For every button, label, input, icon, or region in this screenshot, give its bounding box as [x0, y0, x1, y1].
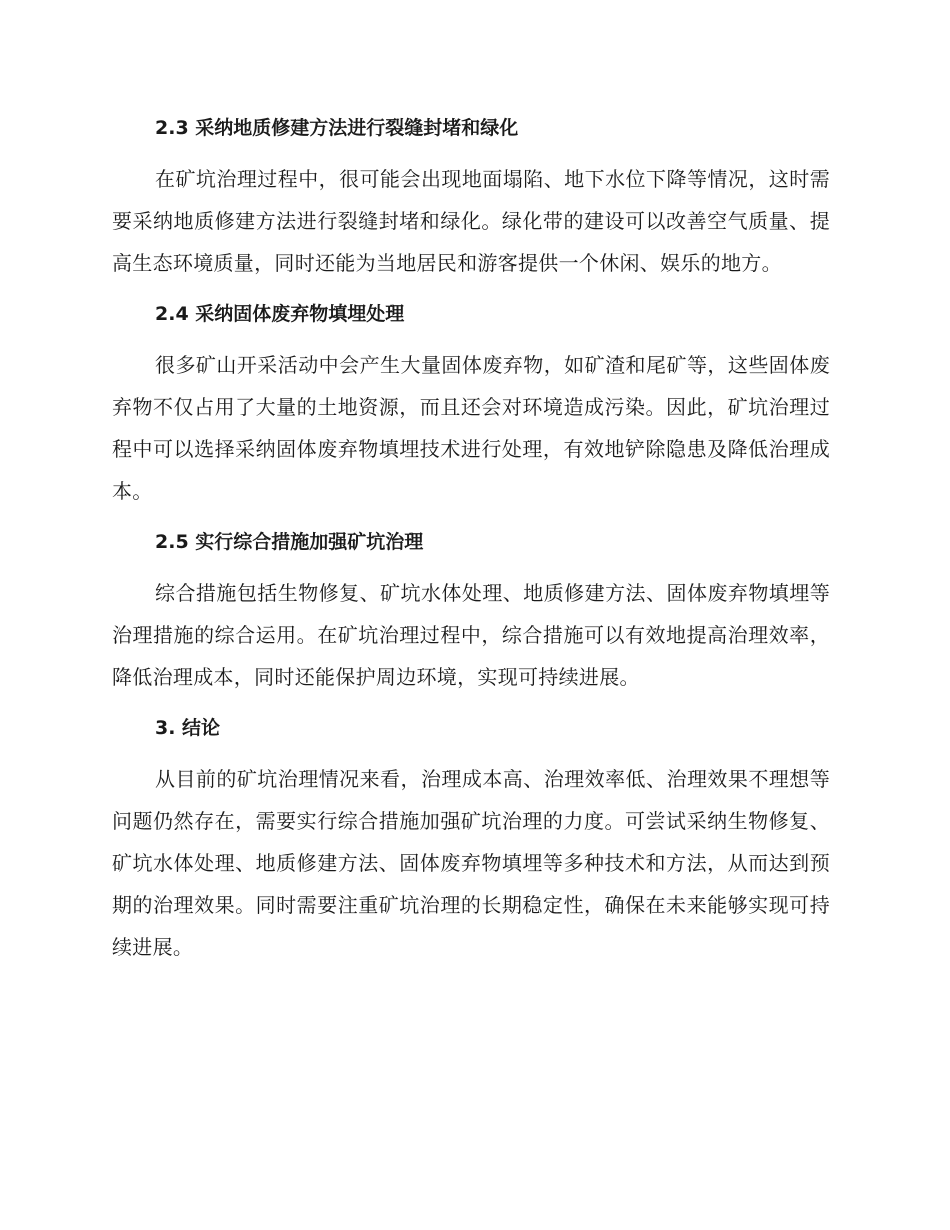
section-2-5 [112, 522, 830, 698]
section-3-conclusion [112, 708, 830, 968]
paragraph: 在矿坑治理过程中，很可能会出现地面塌陷、地下水位下降等情况，这时需要采纳地质修建方法进行裂缝封堵和绿化。绿化带的建设可以改善空气质量、提高生态环境质量，同时还能为当地居民和游客提供一个休闲、娱乐的地方。 [112, 167, 830, 275]
section-2-3 [112, 108, 830, 284]
document-page [112, 108, 830, 978]
paragraph: 综合措施包括生物修复、矿坑水体处理、地质修建方法、固体废弃物填埋等治理措施的综合运用。在矿坑治理过程中，综合措施可以有效地提高治理效率，降低治理成本，同时还能保护周边环境，实现可持续进展。 [112, 581, 830, 689]
paragraph: 很多矿山开采活动中会产生大量固体废弃物，如矿渣和尾矿等，这些固体废弃物不仅占用了大量的土地资源，而且还会对环境造成污染。因此，矿坑治理过程中可以选择采纳固体废弃物填埋技术进行处理，有效地铲除隐患及降低治理成本。 [112, 353, 830, 503]
section-heading: 2.4 采纳固体废弃物填埋处理 [155, 303, 405, 325]
section-heading: 2.3 采纳地质修建方法进行裂缝封堵和绿化 [155, 117, 519, 139]
section-heading: 2.5 实行综合措施加强矿坑治理 [155, 531, 424, 553]
paragraph: 从目前的矿坑治理情况来看，治理成本高、治理效率低、治理效果不理想等问题仍然存在，需要实行综合措施加强矿坑治理的力度。可尝试采纳生物修复、矿坑水体处理、地质修建方法、固体废弃物填埋等多种技术和方法，从而达到预期的治理效果。同时需要注重矿坑治理的长期稳定性，确保在未来能够实现可持续进展。 [112, 767, 830, 959]
section-heading: 3. 结论 [155, 717, 221, 739]
section-2-4 [112, 294, 830, 512]
